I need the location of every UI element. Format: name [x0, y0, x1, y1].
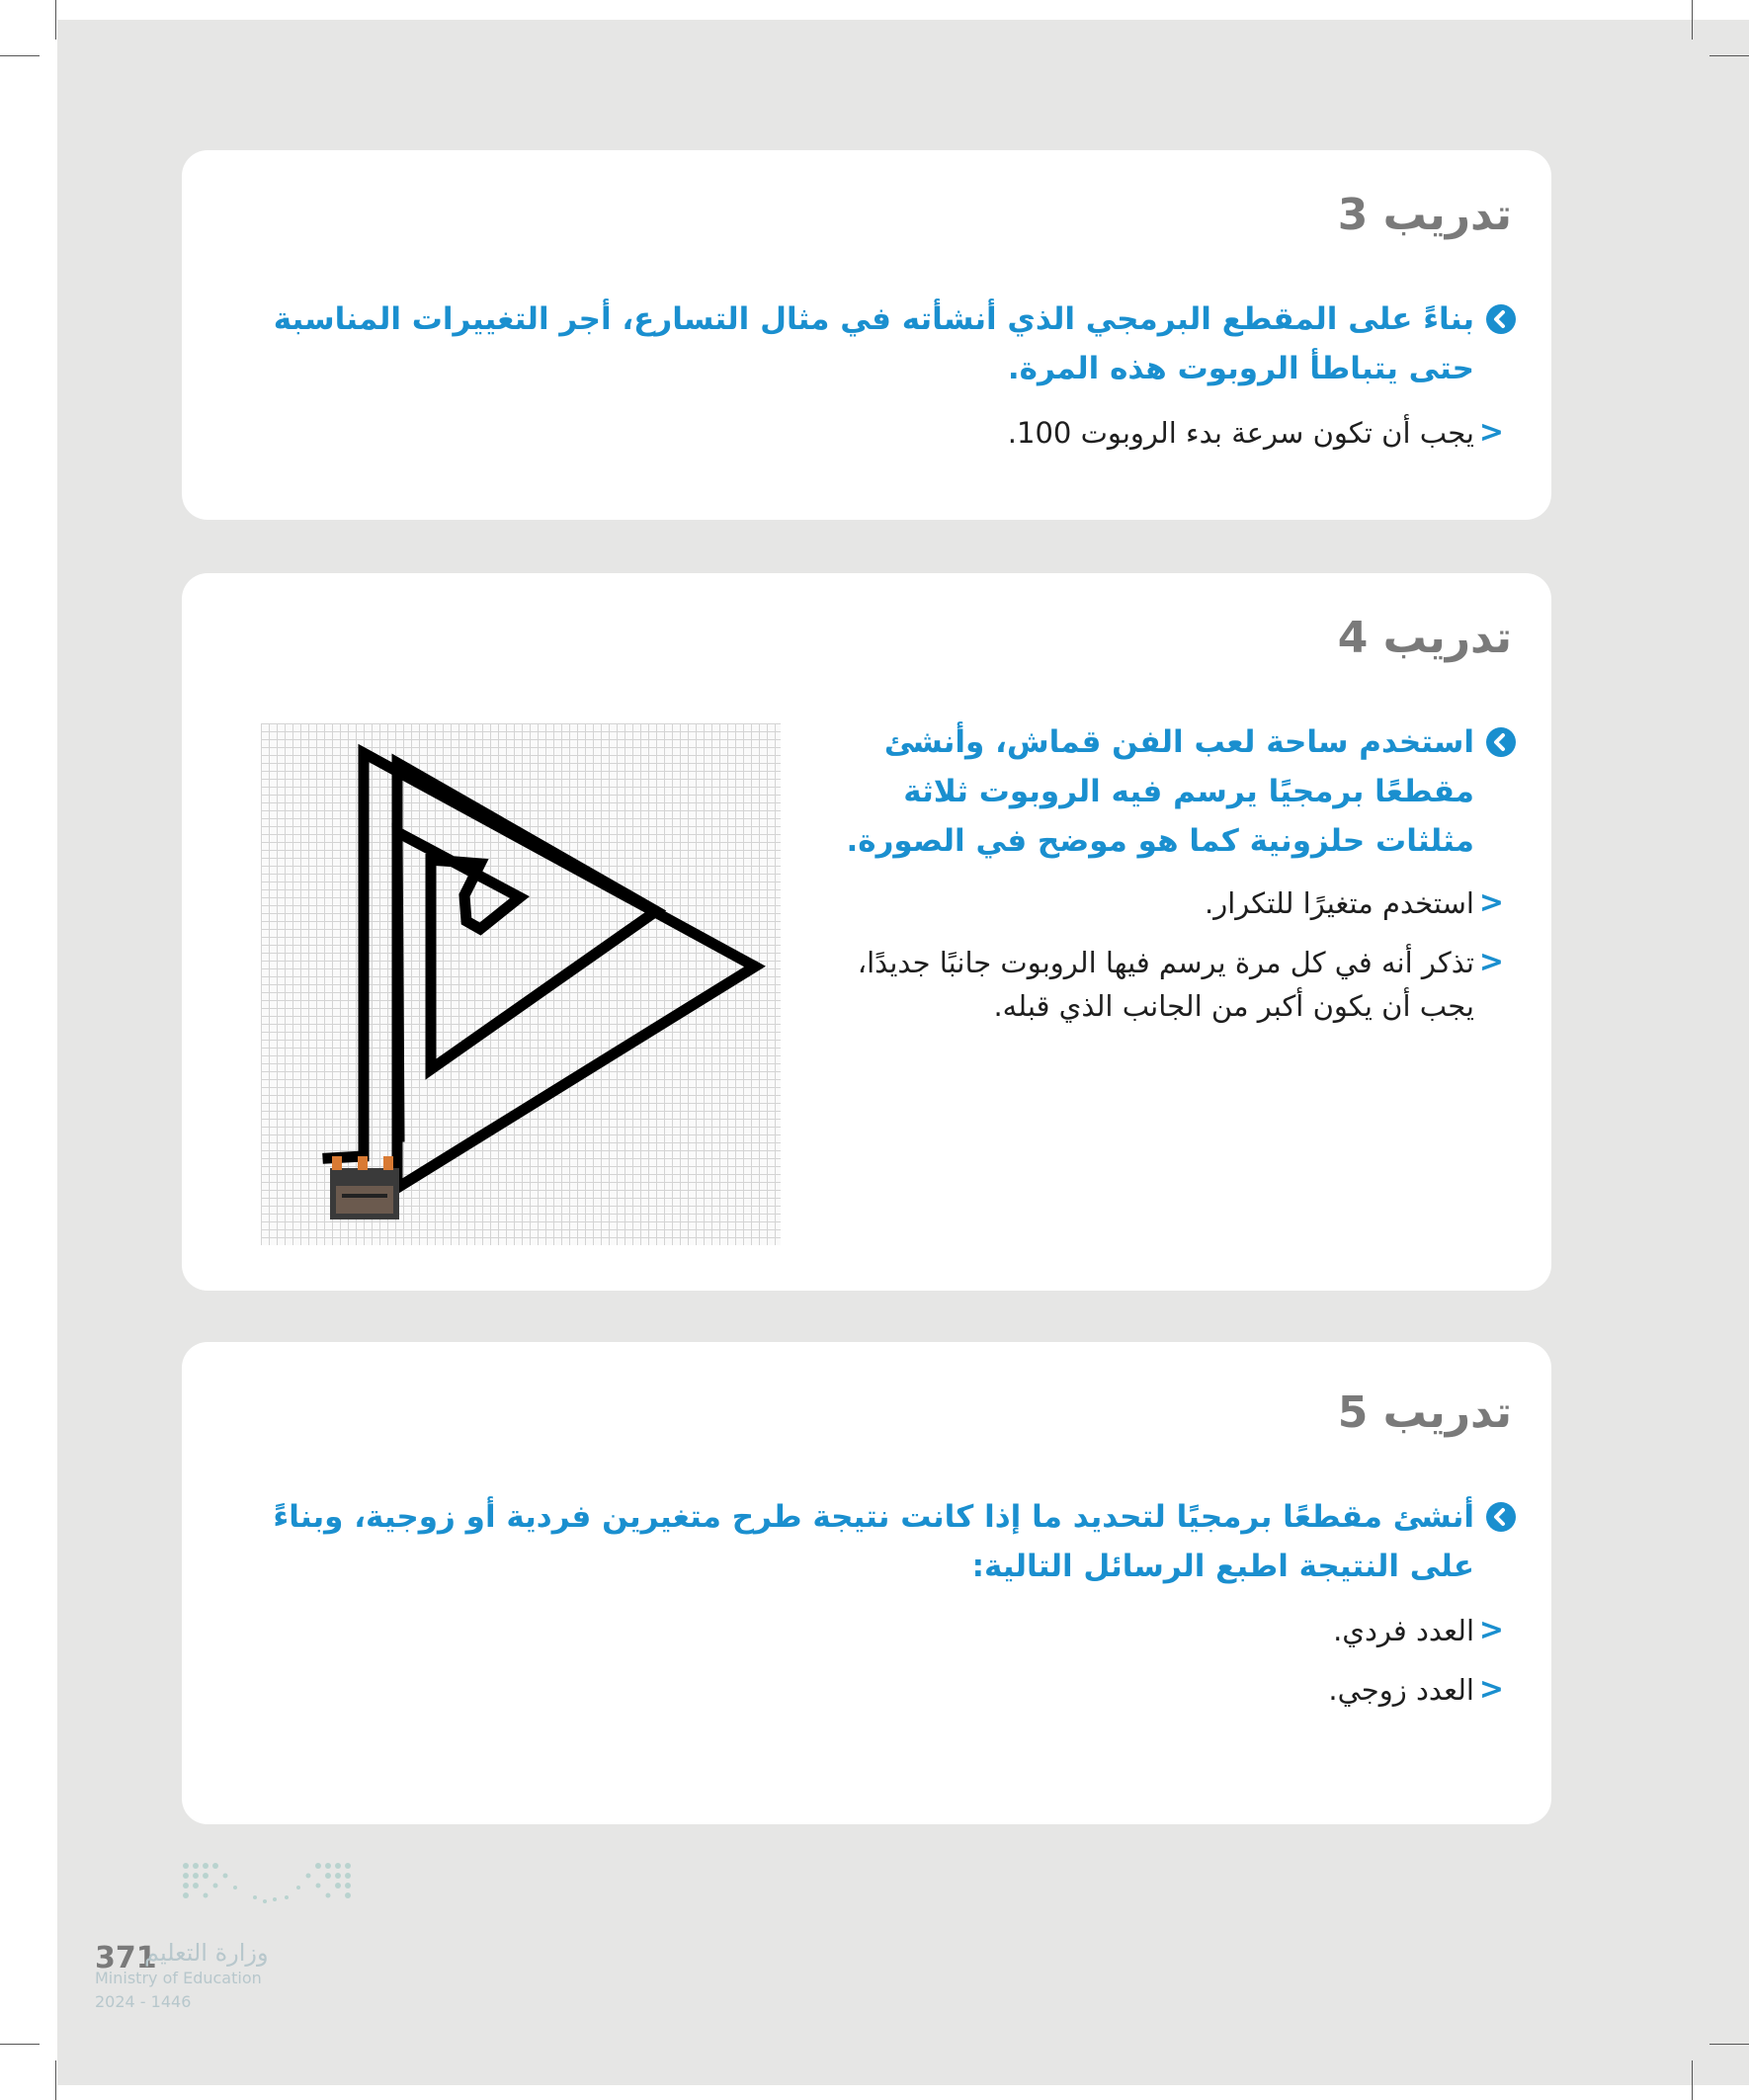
crop-mark: [1692, 2060, 1693, 2100]
crop-mark: [55, 2060, 56, 2100]
chevron-left-icon: <: [1478, 1672, 1504, 1707]
exercise-5-card: [182, 1342, 1551, 1824]
exercise-4-task: [842, 717, 1474, 866]
chevron-left-icon: <: [1478, 1613, 1504, 1647]
ministry-name-arabic: وزارة التعليم: [144, 1939, 269, 1967]
exercise-4-hint-2-text: تذكر أنه في كل مرة يرسم فيها الروبوت جانبًا جديدًا، يجب أن يكون أكبر من الجانب الذي قبله.: [857, 946, 1474, 1023]
exercise-3-hint-text: يجب أن تكون سرعة بدء الروبوت 100.: [1007, 416, 1474, 450]
exercise-3-hint: [1007, 411, 1504, 455]
exercise-3-card: [182, 150, 1551, 520]
exercise-4-hint-2: [842, 941, 1504, 1028]
page-number: 371: [95, 1941, 157, 1975]
exercise-5-title: تدريب 5: [1337, 1387, 1512, 1438]
exercise-4-task-text: استخدم ساحة لعب الفن قماش، وأنشئ مقطعًا برمجيًا يرسم فيه الروبوت ثلاثة مثلثات حلزونية كما هو موضح في الصورة.: [846, 724, 1474, 859]
robot-icon: [330, 1156, 399, 1219]
chevron-left-icon: <: [1478, 945, 1504, 979]
exercise-4-card: [182, 573, 1551, 1291]
crop-mark: [1692, 0, 1693, 40]
chevron-circle-icon: [1486, 1502, 1516, 1532]
exercise-5-hint-1: [1333, 1609, 1504, 1652]
exercise-5-hint-2-text: العدد زوجي.: [1328, 1673, 1474, 1707]
spiral-triangle-image: [261, 723, 781, 1245]
crop-mark: [1709, 55, 1749, 56]
chevron-circle-icon: [1486, 727, 1516, 757]
spiral-triangle-drawing: [261, 723, 781, 1245]
exercise-4-hint-1: [842, 882, 1504, 925]
edition-year: 2024 - 1446: [95, 1992, 192, 2011]
chevron-left-icon: <: [1478, 885, 1504, 920]
chevron-circle-icon: [1486, 304, 1516, 334]
crop-mark: [55, 0, 56, 40]
exercise-4-hint-1-text: استخدم متغيرًا للتكرار.: [1204, 886, 1474, 920]
exercise-3-task: [269, 294, 1474, 393]
spiral-path: [328, 753, 755, 1188]
crop-mark: [1709, 2044, 1749, 2045]
exercise-5-task: [269, 1492, 1474, 1591]
chevron-left-icon: <: [1478, 415, 1504, 450]
crop-mark: [0, 2044, 40, 2045]
exercise-3-task-text: بناءً على المقطع البرمجي الذي أنشأته في مثال التسارع، أجر التغييرات المناسبة حتى يتباطأ الروبوت هذه المرة.: [273, 301, 1474, 386]
ministry-name-english: Ministry of Education: [95, 1969, 262, 1987]
exercise-5-hint-2: [1328, 1668, 1504, 1712]
exercise-5-task-text: أنشئ مقطعًا برمجيًا لتحديد ما إذا كانت نتيجة طرح متغيرين فردية أو زوجية، وبناءً على النتيجة اطبع الرسائل التالية:: [273, 1499, 1474, 1584]
exercise-4-title: تدريب 4: [1337, 613, 1512, 663]
ministry-logo-icon: [178, 1858, 356, 1917]
exercise-5-hint-1-text: العدد فردي.: [1333, 1614, 1474, 1647]
exercise-3-title: تدريب 3: [1337, 190, 1512, 240]
crop-mark: [0, 55, 40, 56]
